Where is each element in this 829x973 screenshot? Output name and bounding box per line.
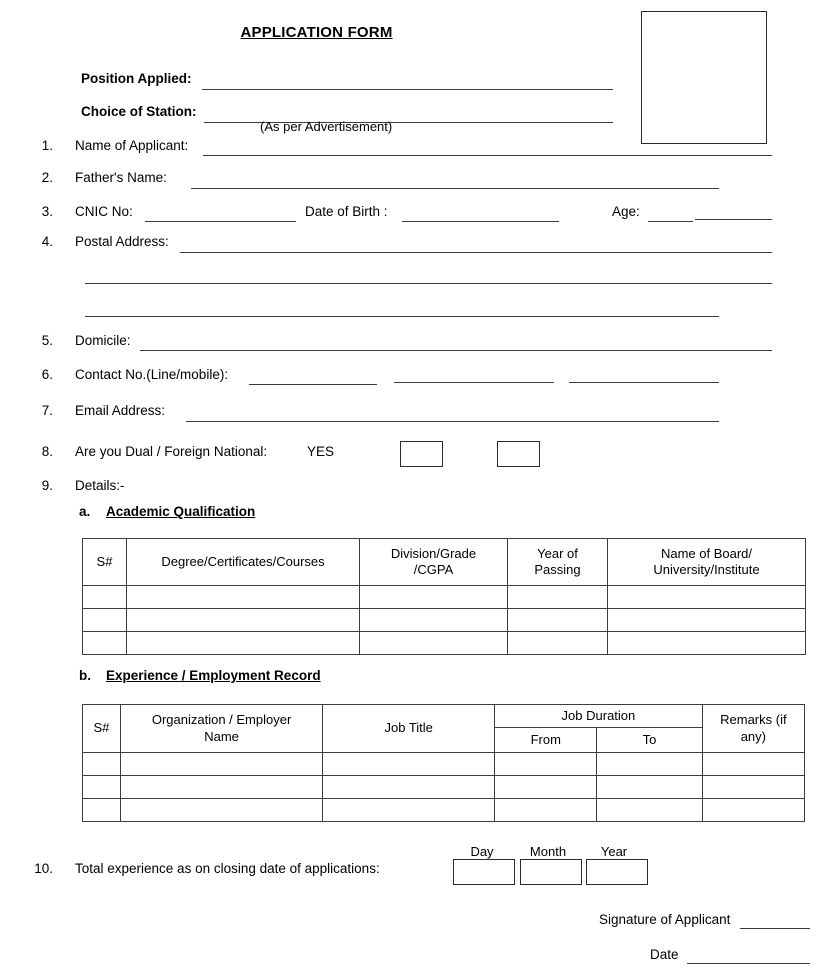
- item-number-5: 5.: [41, 333, 53, 348]
- experience-cell-sn[interactable]: [83, 799, 121, 822]
- name-of-applicant-input[interactable]: [203, 155, 772, 156]
- academic-cell-board[interactable]: [608, 586, 806, 609]
- total-experience-label: Total experience as on closing date of applications:: [75, 861, 380, 876]
- academic-cell-year[interactable]: [508, 609, 608, 632]
- academic-col-division-line1: Division/Grade: [390, 545, 477, 561]
- experience-col-from: From: [495, 728, 597, 753]
- academic-cell-division[interactable]: [360, 632, 508, 655]
- item-number-8: 8.: [41, 444, 53, 459]
- experience-col-job-title: Job Title: [323, 705, 495, 753]
- postal-address-label: Postal Address:: [75, 234, 169, 249]
- academic-cell-sn[interactable]: [83, 632, 127, 655]
- contact-no-input-3[interactable]: [569, 382, 719, 383]
- as-per-advertisement-note: (As per Advertisement): [260, 119, 393, 134]
- photograph-box[interactable]: [641, 11, 767, 144]
- experience-cell-organization[interactable]: [120, 799, 322, 822]
- position-applied-label: Position Applied:: [81, 71, 192, 86]
- experience-cell-job-title[interactable]: [323, 753, 495, 776]
- academic-cell-board[interactable]: [608, 609, 806, 632]
- month-input-box[interactable]: [520, 859, 582, 885]
- cnic-no-input[interactable]: [145, 221, 296, 222]
- experience-col-sn: S#: [83, 705, 121, 753]
- age-input-part2[interactable]: [695, 219, 772, 220]
- section-b-letter: b.: [79, 668, 91, 683]
- date-of-birth-input[interactable]: [402, 221, 559, 222]
- choice-of-station-label: Choice of Station:: [81, 104, 197, 119]
- experience-col-remarks: [702, 705, 804, 753]
- experience-cell-to[interactable]: [597, 776, 702, 799]
- signature-of-applicant-label: Signature of Applicant: [599, 912, 731, 927]
- experience-cell-from[interactable]: [495, 776, 597, 799]
- item-number-3: 3.: [41, 204, 53, 219]
- item-number-7: 7.: [41, 403, 53, 418]
- section-b-heading: Experience / Employment Record: [106, 668, 321, 683]
- email-address-label: Email Address:: [75, 403, 166, 418]
- item-number-4: 4.: [41, 234, 53, 249]
- academic-col-year: [508, 539, 608, 586]
- academic-cell-degree[interactable]: [127, 586, 360, 609]
- fathers-name-label: Father's Name:: [75, 170, 167, 185]
- experience-col-organization: [120, 705, 322, 753]
- table-row: [83, 609, 806, 632]
- dual-national-checkbox-yes[interactable]: [400, 441, 443, 467]
- experience-cell-sn[interactable]: [83, 776, 121, 799]
- yes-label: YES: [307, 444, 335, 459]
- academic-cell-degree[interactable]: [127, 609, 360, 632]
- experience-col-job-duration: Job Duration: [495, 705, 703, 728]
- domicile-input[interactable]: [140, 350, 772, 351]
- academic-col-degree: Degree/Certificates/Courses: [127, 539, 360, 586]
- section-a-letter: a.: [79, 504, 91, 519]
- experience-cell-organization[interactable]: [120, 776, 322, 799]
- year-input-box[interactable]: [586, 859, 648, 885]
- academic-col-board-line1: Name of Board/: [660, 545, 753, 561]
- academic-cell-year[interactable]: [508, 586, 608, 609]
- academic-qualification-table: [82, 538, 806, 655]
- experience-cell-from[interactable]: [495, 753, 597, 776]
- age-label: Age:: [612, 204, 640, 219]
- date-label: Date: [650, 947, 679, 962]
- experience-col-organization-line2: Name: [204, 728, 239, 744]
- table-header-row: [83, 705, 805, 728]
- experience-cell-organization[interactable]: [120, 753, 322, 776]
- dual-national-checkbox-no[interactable]: [497, 441, 540, 467]
- item-number-9: 9.: [41, 478, 53, 493]
- section-a-heading: Academic Qualification: [106, 504, 256, 519]
- page-title: APPLICATION FORM: [240, 24, 393, 41]
- experience-cell-remarks[interactable]: [702, 799, 804, 822]
- experience-cell-remarks[interactable]: [702, 753, 804, 776]
- day-input-box[interactable]: [453, 859, 515, 885]
- month-label: Month: [529, 844, 567, 859]
- academic-cell-sn[interactable]: [83, 586, 127, 609]
- postal-address-input-line-1[interactable]: [180, 252, 772, 253]
- academic-col-year-line1: Year of: [537, 545, 578, 561]
- experience-employment-table: [82, 704, 805, 822]
- experience-cell-remarks[interactable]: [702, 776, 804, 799]
- experience-cell-to[interactable]: [597, 799, 702, 822]
- fathers-name-input[interactable]: [191, 188, 719, 189]
- experience-col-remarks-line2: any): [740, 728, 766, 744]
- academic-col-board-line2: University/Institute: [653, 562, 760, 577]
- age-input-part1[interactable]: [648, 221, 693, 222]
- experience-col-remarks-line1: Remarks (if: [720, 712, 787, 728]
- experience-col-to: To: [597, 728, 702, 753]
- academic-cell-division[interactable]: [360, 586, 508, 609]
- year-label: Year: [600, 844, 628, 859]
- academic-col-division: [360, 539, 508, 586]
- academic-cell-year[interactable]: [508, 632, 608, 655]
- contact-no-label: Contact No.(Line/mobile):: [75, 367, 229, 382]
- contact-no-input-2[interactable]: [394, 382, 554, 383]
- experience-cell-to[interactable]: [597, 753, 702, 776]
- domicile-label: Domicile:: [75, 333, 131, 348]
- table-row: [83, 776, 805, 799]
- date-of-birth-label: Date of Birth :: [305, 204, 388, 219]
- academic-col-sn: S#: [83, 539, 127, 586]
- academic-cell-degree[interactable]: [127, 632, 360, 655]
- day-label: Day: [470, 844, 494, 859]
- item-number-1: 1.: [41, 138, 53, 153]
- item-number-6: 6.: [41, 367, 53, 382]
- academic-col-year-line2: Passing: [534, 562, 581, 577]
- postal-address-input-line-2[interactable]: [85, 283, 772, 284]
- signature-of-applicant-input[interactable]: [740, 928, 810, 929]
- cnic-no-label: CNIC No:: [75, 204, 133, 219]
- experience-col-organization-line1: Organization / Employer: [151, 712, 292, 728]
- table-row: [83, 586, 806, 609]
- academic-col-division-line2: /CGPA: [413, 562, 454, 577]
- table-row: [83, 632, 806, 655]
- item-number-10: 10.: [34, 861, 53, 876]
- dual-foreign-national-label: Are you Dual / Foreign National:: [75, 444, 268, 459]
- item-number-2: 2.: [41, 170, 53, 185]
- academic-cell-board[interactable]: [608, 632, 806, 655]
- table-row: [83, 799, 805, 822]
- experience-cell-job-title[interactable]: [323, 799, 495, 822]
- date-input[interactable]: [687, 963, 810, 964]
- table-header-row: [83, 539, 806, 586]
- postal-address-input-line-3[interactable]: [85, 316, 719, 317]
- experience-cell-from[interactable]: [495, 799, 597, 822]
- table-row: [83, 753, 805, 776]
- details-label: Details:-: [75, 478, 125, 493]
- academic-cell-division[interactable]: [360, 609, 508, 632]
- experience-cell-job-title[interactable]: [323, 776, 495, 799]
- name-of-applicant-label: Name of Applicant:: [75, 138, 189, 153]
- experience-cell-sn[interactable]: [83, 753, 121, 776]
- email-address-input[interactable]: [186, 421, 719, 422]
- academic-col-board: [608, 539, 806, 586]
- academic-cell-sn[interactable]: [83, 609, 127, 632]
- contact-no-input-1[interactable]: [249, 384, 377, 385]
- position-applied-input[interactable]: [202, 89, 613, 90]
